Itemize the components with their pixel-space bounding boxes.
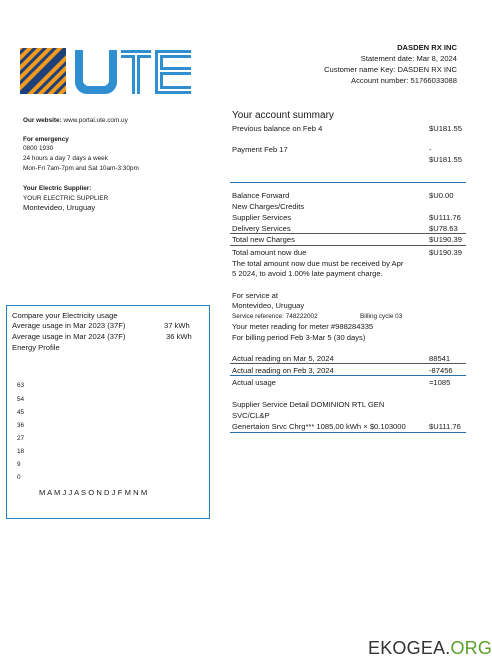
company-name: DASDEN RX INC	[397, 43, 457, 52]
website-link[interactable]: www.portal.ute.com.uy	[63, 117, 128, 124]
ekogea-watermark	[368, 638, 492, 658]
total-due-row	[232, 247, 467, 258]
actual-usage-value: =1085	[429, 378, 451, 387]
emergency-schedule: Mon-Fri 7am-7pm and Sat 10am-3:30pm	[23, 165, 139, 172]
generation-row	[232, 421, 467, 432]
y-tick-label: 45	[17, 409, 25, 416]
billing-cycle: Billing cycle 03	[360, 313, 403, 320]
delivery-services-value: $U78.63	[429, 224, 458, 233]
month-labels: M A M J J A S O N D J F M N M	[39, 488, 148, 497]
y-tick-label: 9	[17, 461, 21, 468]
website-label: Our website:	[23, 117, 62, 124]
ute-logo	[20, 48, 192, 94]
payment-dash: -	[429, 145, 432, 154]
service-reference: Service reference: 748222002	[232, 313, 318, 320]
meter-reading: Your meter reading for meter #988284335	[232, 322, 374, 331]
delivery-services-label: Delivery Services	[232, 224, 291, 233]
detail-line2: SVC/CL&P	[232, 411, 270, 420]
total-new-row	[232, 234, 467, 245]
total-new-label: Total new Charges	[232, 235, 295, 244]
payment-label: Payment Feb 17	[232, 145, 288, 154]
generation-label: Genertaion Srvc Chrg*** 1085.00 kWh × $0.103000	[232, 422, 406, 431]
service-city-row	[232, 300, 467, 311]
avg-2024-value: 36 kWh	[166, 332, 192, 341]
emergency-hours: 24 hours a day 7 days a week	[23, 155, 108, 162]
total-due-value: $U190.39	[429, 248, 462, 257]
divider	[230, 363, 466, 364]
late-note-row	[232, 268, 467, 279]
avg-2023-label: Average usage in Mar 2023 (37F)	[12, 321, 126, 330]
actual-usage-label: Actual usage	[232, 378, 276, 387]
service-city: Montevideo, Uruguay	[232, 301, 305, 310]
website-line	[23, 116, 128, 125]
supplier-services-value: $U111.76	[429, 213, 461, 222]
generation-value: $U111.76	[429, 422, 461, 431]
supplier-name: YOUR ELECTRIC SUPPLIER	[23, 195, 109, 202]
total-new-value: $U190.39	[429, 235, 462, 244]
new-charges-row	[232, 201, 467, 212]
detail-row	[232, 399, 467, 410]
actual-feb-value: -87456	[429, 366, 453, 375]
emergency-title: For emergency	[23, 136, 69, 143]
avg-2024-label: Average usage in Mar 2024 (37F)	[12, 332, 126, 341]
account-number: Account number: 51766033088	[351, 76, 457, 85]
y-tick-label: 18	[17, 448, 25, 455]
detail-row	[232, 410, 467, 421]
actual-feb-label: Actual reading on Feb 3, 2024	[232, 366, 334, 375]
energy-profile-label: Energy Profile	[12, 343, 60, 352]
divider	[230, 182, 466, 183]
summary-title: Your account summary	[232, 110, 334, 121]
y-tick-label: 63	[17, 382, 25, 389]
avg-2023-value: 37 kWh	[164, 321, 190, 330]
divider	[230, 432, 466, 433]
actual-mar-label: Actual reading on Mar 5, 2024	[232, 354, 334, 363]
statement-date: Statement date: Mar 8, 2024	[360, 54, 457, 63]
billing-period: For billing period Feb 3-Mar 5 (30 days)	[232, 333, 366, 342]
balance-forward-label: Balance Forward	[232, 191, 290, 200]
y-tick-label: 27	[17, 435, 25, 442]
brand-accent: ORG	[450, 638, 492, 658]
supplier-title: Your Electric Supplier:	[23, 185, 92, 192]
detail-line1: Supplier Service Detail DOMINION RTL GEN	[232, 400, 385, 409]
supplier-city: Montevideo, Uruguay	[23, 203, 96, 212]
payment-value: $U181.55	[429, 155, 462, 164]
balance-forward-row	[232, 190, 467, 201]
billing-period-row	[232, 332, 467, 343]
total-due-label: Total amount now due	[232, 248, 307, 257]
prev-balance-row	[232, 123, 467, 134]
supplier-services-row	[232, 212, 467, 223]
divider	[230, 245, 466, 246]
brand-main: EKOGEA.	[368, 638, 451, 658]
customer-name: Customer name Key: DASDEN RX INC	[324, 65, 457, 74]
for-service-label: For service at	[232, 291, 278, 300]
supplier-services-label: Supplier Services	[232, 213, 292, 222]
divider	[230, 375, 466, 376]
prev-balance-value: $U181.55	[429, 124, 462, 133]
compare-title: Compare your Electricity usage	[12, 311, 118, 320]
balance-forward-value: $U0.00	[429, 191, 454, 200]
late-note-line1: The total amount now due must be received by Apr	[232, 259, 404, 268]
payment-amount-row	[232, 154, 467, 165]
late-note-line2: 5 2024, to avoid 1.00% late payment charge.	[232, 269, 383, 278]
meter-row	[232, 321, 467, 332]
new-charges-label: New Charges/Credits	[232, 202, 305, 211]
emergency-phone: 0800 1930	[23, 145, 54, 152]
actual-mar-value: 88541	[429, 354, 451, 363]
prev-balance-label: Previous balance on Feb 4	[232, 124, 323, 133]
y-tick-label: 36	[17, 422, 25, 429]
usage-row	[232, 377, 467, 388]
y-tick-label: 0	[17, 474, 21, 481]
y-tick-label: 54	[17, 396, 25, 403]
